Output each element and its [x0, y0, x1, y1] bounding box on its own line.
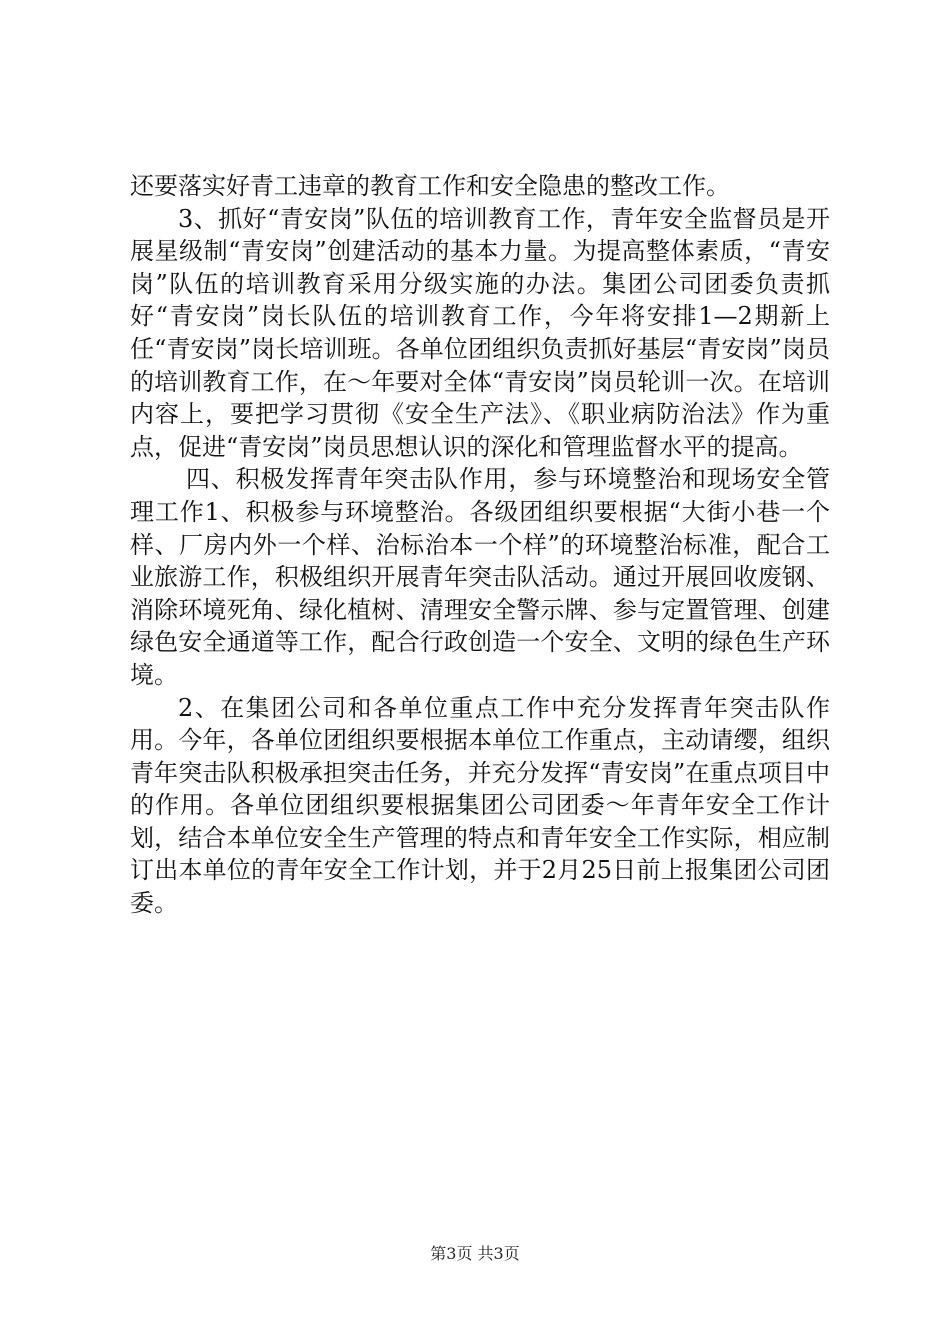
- page-footer: [0, 1244, 950, 1264]
- paragraph-item-2: 2、在集团公司和各单位重点工作中充分发挥青年突击队作用。今年，各单位团组织要根据本单位工作重点，主动请缨，组织青年突击队积极承担突击任务，并充分发挥“青安岗”在重点项目中的作用。各单位团组织要根据集团公司团委～年青年安全工作计划，结合本单位安全生产管理的特点和青年安全工作实际，相应制订出本单位的青年安全工作计划，并于2月25日前上报集团公司团委。: [130, 693, 830, 918]
- paragraph-continuation: 还要落实好青工违章的教育工作和安全隐患的整改工作。: [130, 172, 730, 200]
- paragraph-item-3: 3、抓好“青安岗”队伍的培训教育工作，青年安全监督员是开展星级制“青安岗”创建活动的基本力量。为提高整体素质，“青安岗”队伍的培训教育采用分级实施的办法。集团公司团委负责抓好“青安岗”岗长队伍的培训教育工作，今年将安排1—2期新上任“青安岗”岗长培训班。各单位团组织负责抓好基层“青安岗”岗员的培训教育工作，在～年要对全体“青安岗”岗员轮训一次。在培训内容上，要把学习贯彻《安全生产法》、《职业病防治法》作为重点，促进“青安岗”岗员思想认识的深化和管理监督水平的提高。: [130, 204, 830, 461]
- page-number-label: 第3页 共3页: [430, 1244, 520, 1263]
- paragraph-section-4: 四、积极发挥青年突击队作用，参与环境整治和现场安全管理工作1、积极参与环境整治。各级团组织要根据“大街小巷一个样、厂房内外一个样、治标治本一个样”的环境整治标准，配合工业旅游工作，积极组织开展青年突击队活动。通过开展回收废钢、消除环境死角、绿化植树、清理安全警示牌、参与定置管理、创建绿色安全通道等工作，配合行政创造一个安全、文明的绿色生产环境。: [130, 465, 830, 689]
- document-body: [130, 170, 830, 920]
